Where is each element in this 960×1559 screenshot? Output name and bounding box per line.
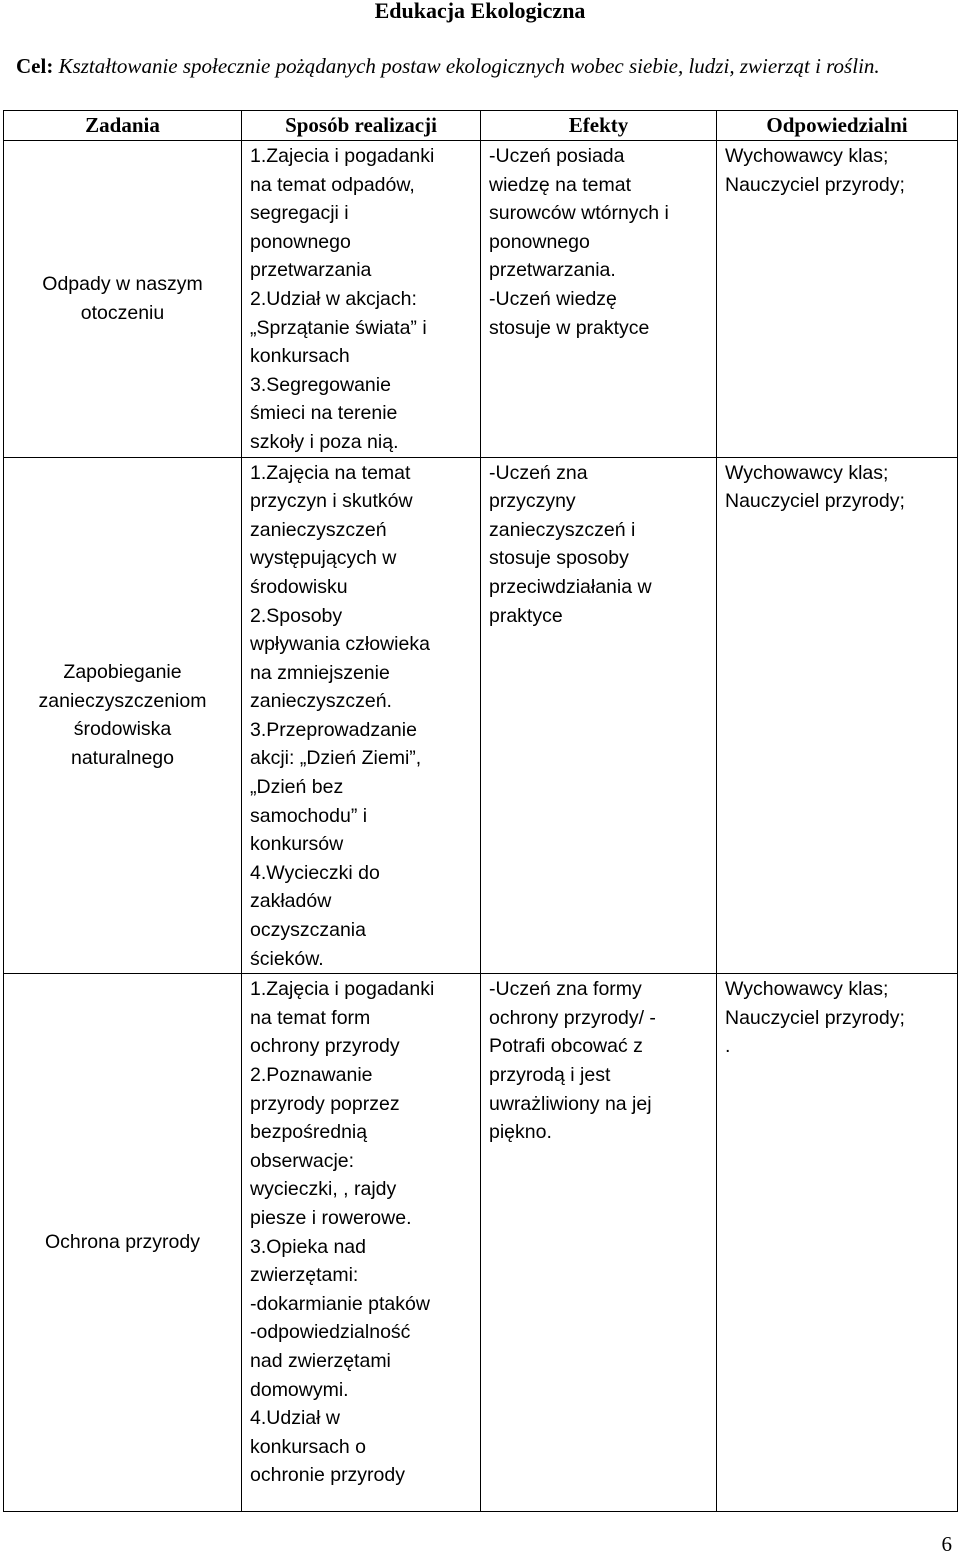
responsible-line: Nauczyciel przyrody;: [725, 490, 905, 513]
method-line: samochodu” i: [250, 804, 368, 827]
method-line: środowisku: [250, 575, 348, 598]
method-line: ochronie przyrody: [250, 1464, 405, 1487]
method-line: piesze i rowerowe.: [250, 1206, 412, 1229]
method-line: akcji: „Dzień Ziemi”,: [250, 747, 422, 770]
method-cell: [242, 974, 481, 1512]
effects-line: -Uczeń zna: [489, 461, 588, 484]
table-row: [4, 974, 958, 1512]
method-line: zanieczyszczeń: [250, 518, 387, 541]
method-line: szkoły i poza nią.: [250, 430, 399, 453]
responsible-line: .: [725, 1035, 731, 1058]
task-line: środowiska: [73, 718, 172, 741]
effects-cell: [481, 974, 717, 1512]
task-line: Zapobieganie: [63, 661, 182, 684]
effects-line: -Uczeń zna formy: [489, 978, 642, 1001]
responsible-line: Wychowawcy klas;: [725, 461, 889, 484]
task-cell: [4, 974, 242, 1512]
effects-line: przyczyny: [489, 490, 576, 513]
responsible-line: Wychowawcy klas;: [725, 145, 889, 167]
effects-line: -Uczeń posiada: [489, 145, 625, 167]
effects-line: przetwarzania.: [489, 259, 616, 282]
method-line: przetwarzania: [250, 259, 372, 282]
method-line: ponownego: [250, 230, 351, 253]
method-cell: [242, 141, 481, 458]
method-line: zanieczyszczeń.: [250, 690, 392, 713]
method-line: przyczyn i skutków: [250, 490, 413, 513]
method-line: konkursach: [250, 345, 350, 368]
effects-line: stosuje sposoby: [489, 547, 629, 570]
method-line: wycieczki, , rajdy: [250, 1178, 397, 1201]
method-line: obserwacje:: [250, 1149, 355, 1172]
method-line: na temat odpadów,: [250, 173, 415, 196]
method-line: przyrody poprzez: [250, 1092, 400, 1115]
method-line: oczyszczania: [250, 919, 366, 942]
responsible-line: Nauczyciel przyrody;: [725, 173, 905, 196]
method-line: ochrony przyrody: [250, 1035, 400, 1058]
method-line: 2.Udział w akcjach:: [250, 287, 417, 310]
method-line: 1.Zajęcia i pogadanki: [250, 978, 435, 1001]
method-line: na zmniejszenie: [250, 661, 390, 684]
responsible-cell: [717, 974, 958, 1512]
effects-line: praktyce: [489, 604, 563, 627]
table-row: [4, 457, 958, 974]
document-title: Edukacja Ekologiczna: [374, 0, 586, 23]
method-line: 2.Poznawanie: [250, 1064, 373, 1086]
goal-text: Kształtowanie społecznie pożądanych postaw ekologicznych wobec siebie, ludzi, zwierząt i roślin.: [58, 54, 880, 78]
task-line: naturalnego: [70, 746, 174, 769]
education-plan-table: [3, 110, 958, 1512]
header-responsible: Odpowiedzialni: [717, 111, 958, 141]
effects-line: ochrony przyrody/ -: [489, 1006, 656, 1029]
method-line: konkursów: [250, 833, 344, 856]
effects-cell: [481, 457, 717, 974]
page-number: 6: [941, 1532, 952, 1556]
method-line: 3.Opieka nad: [250, 1235, 367, 1258]
method-line: bezpośrednią: [250, 1121, 368, 1144]
method-line: 3.Segregowanie: [250, 373, 391, 396]
method-line: 3.Przeprowadzanie: [250, 718, 417, 741]
goal-paragraph: [16, 52, 936, 81]
method-line: wpływania człowieka: [250, 633, 430, 656]
task-line: zanieczyszczeniom: [38, 689, 207, 712]
effects-cell: [481, 141, 717, 458]
method-cell: [242, 457, 481, 974]
method-line: nad zwierzętami: [250, 1349, 391, 1372]
method-line: konkursach o: [250, 1435, 366, 1458]
goal-label: Cel:: [16, 54, 54, 78]
method-line: -dokarmianie ptaków: [250, 1292, 430, 1315]
effects-line: stosuje w praktyce: [489, 316, 650, 339]
header-tasks: Zadania: [4, 111, 242, 141]
table-header-row: [4, 111, 958, 141]
effects-line: Potrafi obcować z: [489, 1035, 643, 1058]
method-line: śmieci na terenie: [250, 402, 398, 425]
responsible-line: Nauczyciel przyrody;: [725, 1006, 905, 1029]
task-line: Odpady w naszym: [42, 273, 203, 296]
responsible-line: Wychowawcy klas;: [725, 978, 889, 1001]
responsible-cell: [717, 141, 958, 458]
effects-line: surowców wtórnych i: [489, 202, 669, 225]
method-line: zwierzętami:: [250, 1264, 359, 1287]
effects-line: przyrodą i jest: [489, 1064, 611, 1086]
method-line: zakładów: [250, 890, 332, 913]
task-cell: [4, 141, 242, 458]
method-line: -odpowiedzialność: [250, 1321, 411, 1344]
method-line: „Sprzątanie świata” i: [250, 316, 427, 339]
effects-line: zanieczyszczeń i: [489, 518, 636, 541]
method-line: występujących w: [250, 547, 397, 570]
task-line: Ochrona przyrody: [45, 1231, 200, 1254]
task-line: otoczeniu: [80, 301, 165, 324]
method-line: 2.Sposoby: [250, 604, 343, 627]
effects-line: przeciwdziałania w: [489, 575, 652, 598]
method-line: „Dzień bez: [250, 776, 344, 799]
header-method: Sposób realizacji: [242, 111, 481, 141]
method-line: 1.Zajęcia na temat: [250, 461, 411, 484]
effects-line: piękno.: [489, 1121, 552, 1144]
method-line: 4.Udział w: [250, 1407, 340, 1430]
effects-line: ponownego: [489, 230, 590, 253]
effects-line: wiedzę na temat: [489, 173, 631, 196]
header-effects: Efekty: [481, 111, 717, 141]
method-line: na temat form: [250, 1006, 371, 1029]
method-line: 1.Zajecia i pogadanki: [250, 145, 435, 167]
task-cell: [4, 457, 242, 974]
effects-line: -Uczeń wiedzę: [489, 287, 617, 310]
method-line: domowymi.: [250, 1378, 349, 1401]
method-line: ścieków.: [250, 947, 324, 970]
responsible-cell: [717, 457, 958, 974]
effects-line: uwrażliwiony na jej: [489, 1092, 652, 1115]
table-row: [4, 141, 958, 458]
method-line: 4.Wycieczki do: [250, 861, 380, 884]
method-line: segregacji i: [250, 202, 349, 225]
